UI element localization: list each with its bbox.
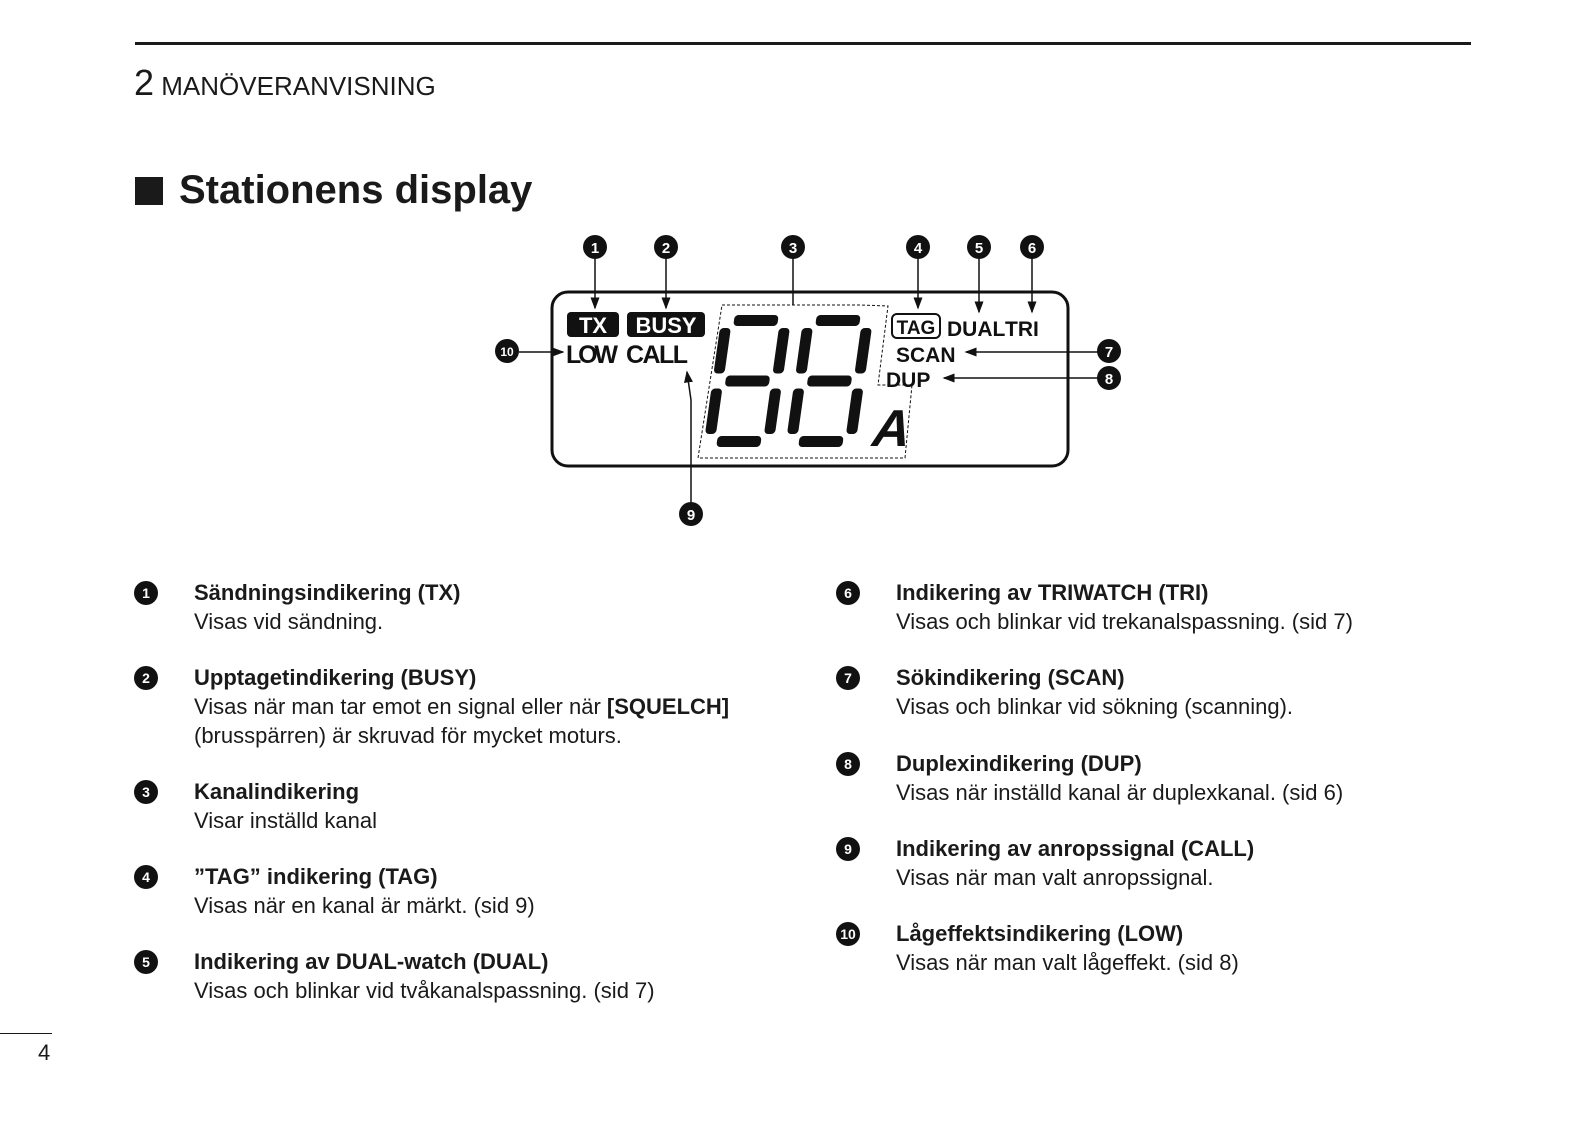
tag-indicator: TAG (896, 318, 936, 339)
item-heading: ”TAG” indikering (TAG) (194, 864, 438, 889)
digit-2-segment-7 (798, 436, 844, 447)
item-description (194, 692, 729, 750)
item-description: Visas när en kanal är märkt. (sid 9) (194, 893, 535, 918)
callout-2 (654, 235, 678, 259)
dual-indicator: DUAL (947, 318, 1006, 341)
digit-1-segment-4 (725, 376, 771, 387)
list-item (142, 578, 461, 636)
callout-8 (1097, 366, 1121, 390)
item-description-text: Visas när man tar emot en signal eller när (194, 694, 607, 719)
digit-2-segment-3 (855, 328, 872, 374)
item-heading: Indikering av TRIWATCH (TRI) (896, 580, 1209, 605)
svg-text:3: 3 (788, 240, 798, 257)
section-title-text: Stationens display (179, 168, 533, 212)
digit-2-segment-2 (796, 328, 813, 374)
header-rule (135, 42, 1471, 45)
list-item (844, 834, 1255, 892)
item-description-text: (brusspärren) är skruvad för mycket moturs. (194, 723, 622, 748)
item-heading: Duplexindikering (DUP) (896, 751, 1142, 776)
digit-1-segment-6 (764, 389, 781, 435)
chapter-heading (134, 62, 436, 104)
callout-7 (1097, 339, 1121, 363)
number-badge: 2 (134, 666, 158, 690)
svg-text:1: 1 (590, 240, 600, 257)
list-item (844, 578, 1353, 636)
item-description: Visas när inställd kanal är duplexkanal. (sid 6) (896, 780, 1344, 805)
channel-suffix: A (869, 400, 914, 458)
busy-indicator: BUSY (635, 313, 697, 338)
svg-text:6: 6 (1027, 240, 1037, 257)
callout-1 (583, 235, 607, 259)
digit-1-segment-2 (714, 328, 731, 374)
callout-6 (1020, 235, 1044, 259)
svg-text:10: 10 (500, 345, 514, 359)
number-badge: 8 (836, 752, 860, 776)
squelch-key-label: [SQUELCH] (606, 694, 730, 719)
number-badge: 10 (836, 922, 860, 946)
callout-5 (967, 235, 991, 259)
page-number: 4 (38, 1040, 51, 1065)
item-description: Visas när man valt anropssignal. (896, 865, 1214, 890)
svg-text:8: 8 (1104, 371, 1114, 388)
callout-10 (495, 339, 519, 363)
low-indicator: LOW (566, 341, 618, 369)
list-item (142, 947, 655, 1005)
list-item (844, 749, 1344, 807)
item-heading: Indikering av anropssignal (CALL) (896, 836, 1255, 861)
number-badge: 6 (836, 581, 860, 605)
item-heading: Sändningsindikering (TX) (194, 580, 461, 605)
svg-text:4: 4 (913, 240, 923, 257)
digit-1-segment-7 (716, 436, 762, 447)
lcd-display-diagram (490, 230, 1130, 530)
number-badge: 9 (836, 837, 860, 861)
tri-indicator: TRI (1005, 318, 1039, 341)
item-description: Visas och blinkar vid trekanalspassning. (sid 7) (896, 609, 1353, 634)
item-heading: Kanalindikering (194, 779, 360, 804)
item-heading: Upptagetindikering (BUSY) (194, 665, 477, 690)
digit-2-segment-4 (807, 376, 853, 387)
callout-3 (781, 235, 805, 259)
digit-2-segment-1 (815, 315, 861, 326)
list-item (142, 777, 378, 835)
tx-indicator: TX (578, 313, 608, 338)
digit-1-segment-1 (733, 315, 779, 326)
item-description: Visas och blinkar vid tvåkanalspassning. (sid 7) (194, 978, 655, 1003)
dup-indicator: DUP (886, 369, 931, 392)
svg-text:7: 7 (1104, 344, 1114, 361)
call-indicator: CALL (626, 341, 688, 369)
number-badge: 3 (134, 780, 158, 804)
chapter-title: MANÖVERANVISNING (161, 71, 436, 101)
list-item (840, 919, 1239, 977)
square-bullet-icon (135, 177, 163, 205)
digit-2-segment-5 (787, 389, 804, 435)
list-item (142, 862, 535, 920)
list-item (142, 663, 730, 750)
svg-text:9: 9 (686, 507, 696, 524)
section-title (135, 168, 532, 213)
footer-rule (0, 1033, 52, 1034)
item-description: Visas vid sändning. (194, 609, 384, 634)
item-heading: Sökindikering (SCAN) (896, 665, 1125, 690)
callout-9 (679, 502, 703, 526)
item-description: Visas och blinkar vid sökning (scanning). (896, 694, 1294, 719)
item-description: Visas när man valt lågeffekt. (sid 8) (896, 950, 1239, 975)
chapter-number: 2 (134, 62, 155, 103)
item-description: Visar inställd kanal (194, 808, 378, 833)
number-badge: 4 (134, 865, 158, 889)
item-heading: Lågeffektsindikering (LOW) (896, 921, 1184, 946)
digit-2-segment-6 (846, 389, 863, 435)
scan-indicator: SCAN (896, 344, 956, 367)
svg-text:2: 2 (661, 240, 671, 257)
channel-digits (703, 315, 874, 447)
digit-1-segment-3 (773, 328, 790, 374)
digit-1-segment-5 (705, 389, 722, 435)
item-heading: Indikering av DUAL-watch (DUAL) (194, 949, 549, 974)
number-badge: 1 (134, 581, 158, 605)
number-badge: 7 (836, 666, 860, 690)
list-item (844, 663, 1294, 721)
callout-4 (906, 235, 930, 259)
svg-text:5: 5 (974, 240, 984, 257)
number-badge: 5 (134, 950, 158, 974)
